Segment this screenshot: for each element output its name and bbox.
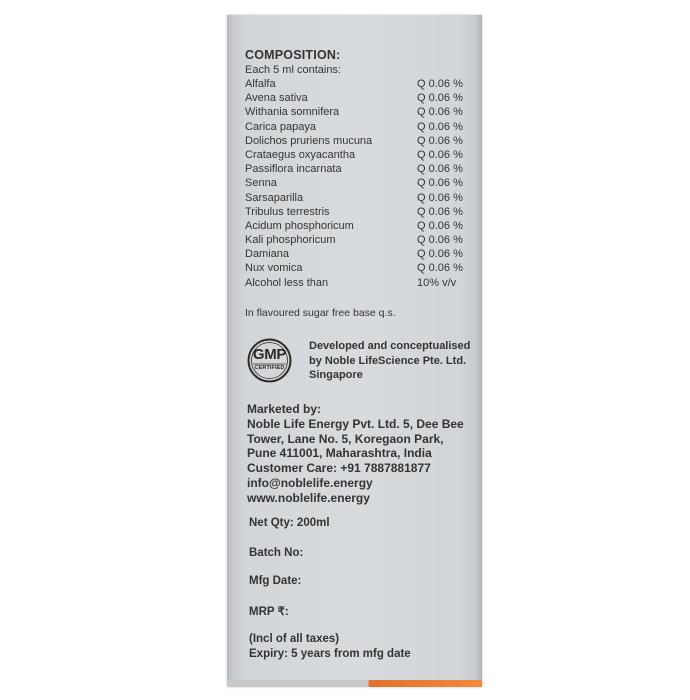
ingredient-row bbox=[245, 134, 469, 148]
ingredient-name: Dolichos pruriens mucuna bbox=[245, 134, 373, 147]
ingredient-qty: Q 0.06 % bbox=[417, 262, 463, 275]
tax-note: (Incl of all taxes) bbox=[249, 633, 340, 645]
ingredient-name: Alcohol less than bbox=[245, 276, 329, 289]
ingredient-qty: Q 0.06 % bbox=[417, 78, 463, 90]
gmp-certified-label: CERTIFIED bbox=[254, 365, 285, 371]
gmp-badge bbox=[247, 338, 292, 383]
composition-title: COMPOSITION: bbox=[245, 48, 341, 62]
email-line: info@noblelife.energy bbox=[247, 475, 373, 490]
net-qty: Net Qty: 200ml bbox=[249, 517, 330, 529]
ingredient-name: Nux vomica bbox=[245, 262, 303, 275]
ingredient-qty: Q 0.06 % bbox=[417, 205, 463, 218]
mrp: MRP ₹: bbox=[249, 606, 289, 618]
expiry-note: Expiry: 5 years from mfg date bbox=[249, 647, 411, 660]
ingredient-qty: Q 0.06 % bbox=[417, 234, 463, 247]
ingredient-row bbox=[245, 191, 469, 205]
ingredient-name: Avena sativa bbox=[245, 92, 308, 105]
marketed-line: Pune 411001, Maharashtra, India bbox=[247, 446, 432, 461]
ingredient-name: Alfalfa bbox=[245, 78, 276, 90]
ingredient-qty: Q 0.06 % bbox=[417, 148, 463, 161]
ingredient-qty: Q 0.06 % bbox=[417, 106, 463, 119]
ingredient-name: Acidum phosphoricum bbox=[245, 219, 354, 232]
ingredient-row bbox=[245, 148, 469, 162]
marketed-by-block bbox=[247, 402, 479, 506]
ingredient-name: Sarsaparilla bbox=[245, 191, 304, 204]
website-line: www.noblelife.energy bbox=[247, 490, 370, 505]
carton-fold-left bbox=[227, 15, 233, 687]
ingredient-row bbox=[245, 233, 469, 247]
ingredient-qty: 10% v/v bbox=[417, 276, 457, 289]
ingredient-row bbox=[245, 205, 469, 219]
ingredient-row bbox=[245, 105, 469, 119]
ingredient-name: Damiana bbox=[245, 248, 290, 261]
ingredient-name: Passiflora incarnata bbox=[245, 163, 342, 176]
ingredient-row bbox=[245, 77, 469, 91]
ingredient-name: Carica papaya bbox=[245, 120, 316, 133]
ingredient-row bbox=[245, 261, 469, 275]
ingredient-qty: Q 0.06 % bbox=[417, 163, 463, 176]
ingredient-name: Kali phosphoricum bbox=[245, 234, 336, 247]
tax-expiry-block bbox=[249, 632, 411, 662]
marketed-line: Noble Life Energy Pvt. Ltd. 5, Dee Bee bbox=[247, 416, 464, 431]
composition-subtitle: Each 5 ml contains: bbox=[245, 64, 341, 76]
developer-line-1: Developed and conceptualised bbox=[309, 340, 471, 352]
ingredient-name: Tribulus terrestris bbox=[245, 205, 330, 218]
carton-bottom-stripe bbox=[227, 680, 482, 687]
gmp-label: GMP bbox=[252, 346, 287, 363]
ingredient-row bbox=[245, 247, 469, 261]
customer-care-line: Customer Care: +91 7887881877 bbox=[247, 461, 431, 476]
ingredient-row bbox=[245, 219, 469, 233]
ingredient-qty: Q 0.06 % bbox=[417, 177, 463, 190]
ingredient-row bbox=[245, 162, 469, 176]
ingredient-qty: Q 0.06 % bbox=[417, 191, 463, 204]
ingredient-qty: Q 0.06 % bbox=[417, 248, 463, 261]
ingredient-row bbox=[245, 120, 469, 134]
ingredient-qty: Q 0.06 % bbox=[417, 120, 463, 133]
base-text: In flavoured sugar free base q.s. bbox=[245, 307, 396, 319]
ingredient-name: Senna bbox=[245, 177, 277, 190]
marketed-by-label: Marketed by: bbox=[247, 402, 322, 416]
ingredient-list bbox=[245, 77, 469, 290]
ingredient-qty: Q 0.06 % bbox=[417, 92, 463, 105]
developer-block bbox=[309, 339, 481, 383]
ingredient-name: Withania somnifera bbox=[245, 106, 340, 119]
marketed-line: Tower, Lane No. 5, Koregaon Park, bbox=[247, 431, 444, 446]
developer-line-3: Singapore bbox=[309, 369, 363, 381]
ingredient-name: Crataegus oxyacantha bbox=[245, 148, 356, 161]
ingredient-qty: Q 0.06 % bbox=[417, 134, 463, 147]
ingredient-row bbox=[245, 176, 469, 190]
ingredient-row bbox=[245, 276, 469, 290]
ingredient-row bbox=[245, 91, 469, 105]
composition-section bbox=[245, 48, 469, 290]
developer-line-2: by Noble LifeScience Pte. Ltd. bbox=[309, 354, 467, 367]
mfg-date: Mfg Date: bbox=[249, 575, 302, 587]
ingredient-qty: Q 0.06 % bbox=[417, 219, 463, 232]
batch-no: Batch No: bbox=[249, 547, 304, 559]
